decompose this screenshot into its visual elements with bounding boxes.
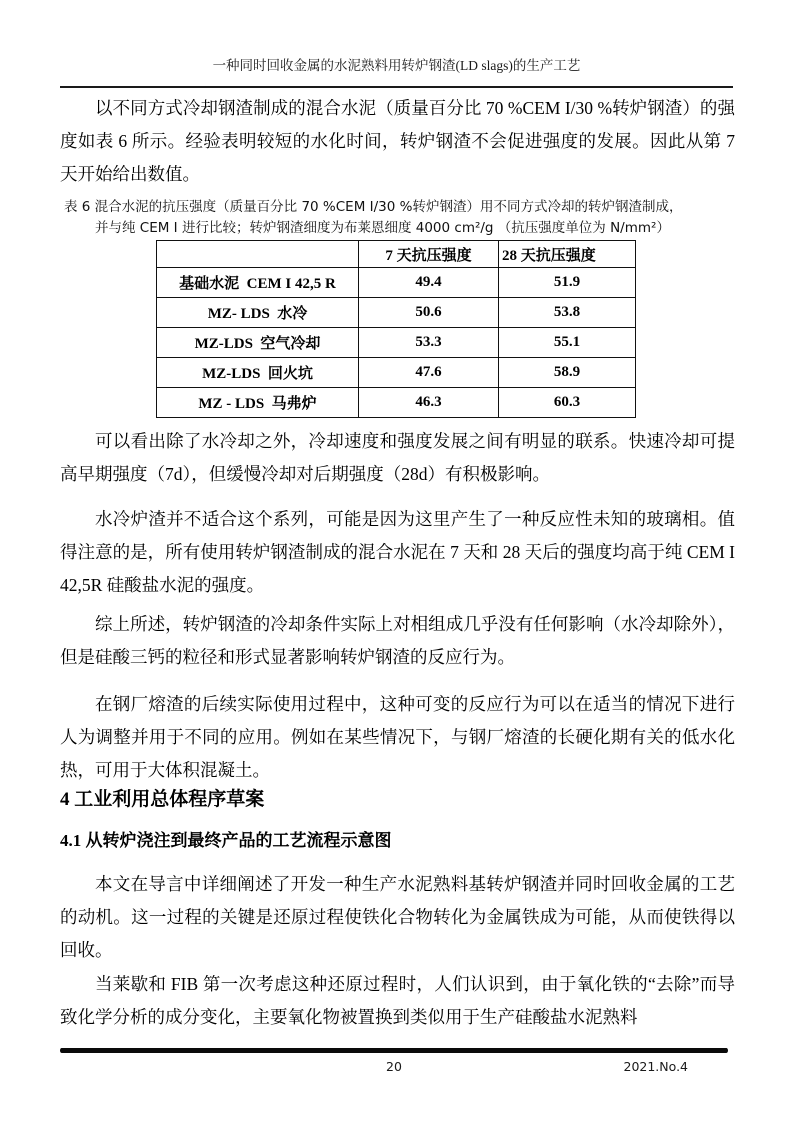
issue-number: 2021.No.4 bbox=[623, 1059, 688, 1074]
header-rule bbox=[60, 86, 733, 88]
page-header-title: 一种同时回收金属的水泥熟料用转炉钢渣(LD slags)的生产工艺 bbox=[212, 58, 581, 73]
paragraph-water-cooled-slag: 水冷炉渣并不适合这个系列，可能是因为这里产生了一种反应性未知的玻璃相。值得注意的是，所有使用转炉钢渣制成的混合水泥在 7 天和 28 天后的强度均高于纯 CEM I 42,5R 硅酸盐水泥的强度。 bbox=[60, 509, 735, 595]
table-row bbox=[157, 388, 636, 418]
value-28d: 53.8 bbox=[499, 298, 636, 328]
row-label: MZ - LDS 马弗炉 bbox=[157, 388, 359, 418]
paragraph-process-motivation: 本文在导言中详细阐述了开发一种生产水泥熟料基转炉钢渣并同时回收金属的工艺的动机。这一过程的关键是还原过程使铁化合物转化为金属铁成为可能，从而使铁得以回收。 bbox=[60, 874, 735, 960]
section-heading-4: 4 工业利用总体程序草案 bbox=[60, 789, 265, 810]
value-28d: 60.3 bbox=[499, 388, 636, 418]
table-row bbox=[157, 358, 636, 388]
table-row bbox=[157, 328, 636, 358]
table-header-row bbox=[157, 241, 636, 268]
table-header-28d: 28 天抗压强度 bbox=[499, 241, 636, 268]
table-row bbox=[157, 268, 636, 298]
paragraph-loesche-fib: 当莱歇和 FIB 第一次考虑这种还原过程时，人们认识到，由于氧化铁的“去除”而导致化学分析的成分变化，主要氧化物被置换到类似用于生产硅酸盐水泥熟料 bbox=[60, 974, 735, 1027]
table-caption-line2: 并与纯 CEM I 进行比较；转炉钢渣细度为布莱恩细度 4000 cm²/g （抗压强度单位为 N/mm²） bbox=[95, 220, 670, 236]
value-7d: 53.3 bbox=[359, 328, 499, 358]
compressive-strength-table bbox=[156, 240, 636, 418]
value-28d: 58.9 bbox=[499, 358, 636, 388]
table-row bbox=[157, 298, 636, 328]
table-header-empty bbox=[157, 241, 359, 268]
footer-rule bbox=[60, 1048, 728, 1053]
paragraph-practical-use: 在钢厂熔渣的后续实际使用过程中，这种可变的反应行为可以在适当的情况下进行人为调整并用于不同的应用。例如在某些情况下，与钢厂熔渣的长硬化期有关的低水化热，可用于大体积混凝土。 bbox=[60, 694, 735, 780]
value-7d: 47.6 bbox=[359, 358, 499, 388]
row-label: MZ- LDS 水冷 bbox=[157, 298, 359, 328]
row-label: 基础水泥 CEM I 42,5 R bbox=[157, 268, 359, 298]
paragraph-cooling-strength-intro: 以不同方式冷却钢渣制成的混合水泥（质量百分比 70 %CEM I/30 %转炉钢渣）的强度如表 6 所示。经验表明较短的水化时间，转炉钢渣不会促进强度的发展。因此从第 7 天开始给出数值。 bbox=[60, 98, 735, 184]
value-7d: 46.3 bbox=[359, 388, 499, 418]
value-7d: 49.4 bbox=[359, 268, 499, 298]
row-label: MZ-LDS 回火坑 bbox=[157, 358, 359, 388]
table-caption-line1: 表 6 混合水泥的抗压强度（质量百分比 70 %CEM I/30 %转炉钢渣）用不同方式冷却的转炉钢渣制成， bbox=[64, 199, 683, 215]
value-7d: 50.6 bbox=[359, 298, 499, 328]
page-number: 20 bbox=[386, 1059, 402, 1074]
table-header-7d: 7 天抗压强度 bbox=[359, 241, 499, 268]
value-28d: 55.1 bbox=[499, 328, 636, 358]
paragraph-cooling-speed-link: 可以看出除了水冷却之外，冷却速度和强度发展之间有明显的联系。快速冷却可提高早期强度（7d），但缓慢冷却对后期强度（28d）有积极影响。 bbox=[60, 431, 735, 484]
value-28d: 51.9 bbox=[499, 268, 636, 298]
row-label: MZ-LDS 空气冷却 bbox=[157, 328, 359, 358]
paragraph-summary-phase: 综上所述，转炉钢渣的冷却条件实际上对相组成几乎没有任何影响（水冷却除外），但是硅酸三钙的粒径和形式显著影响转炉钢渣的反应行为。 bbox=[60, 614, 735, 667]
table-caption bbox=[64, 197, 736, 239]
subsection-heading-4-1: 4.1 从转炉浇注到最终产品的工艺流程示意图 bbox=[60, 831, 392, 850]
